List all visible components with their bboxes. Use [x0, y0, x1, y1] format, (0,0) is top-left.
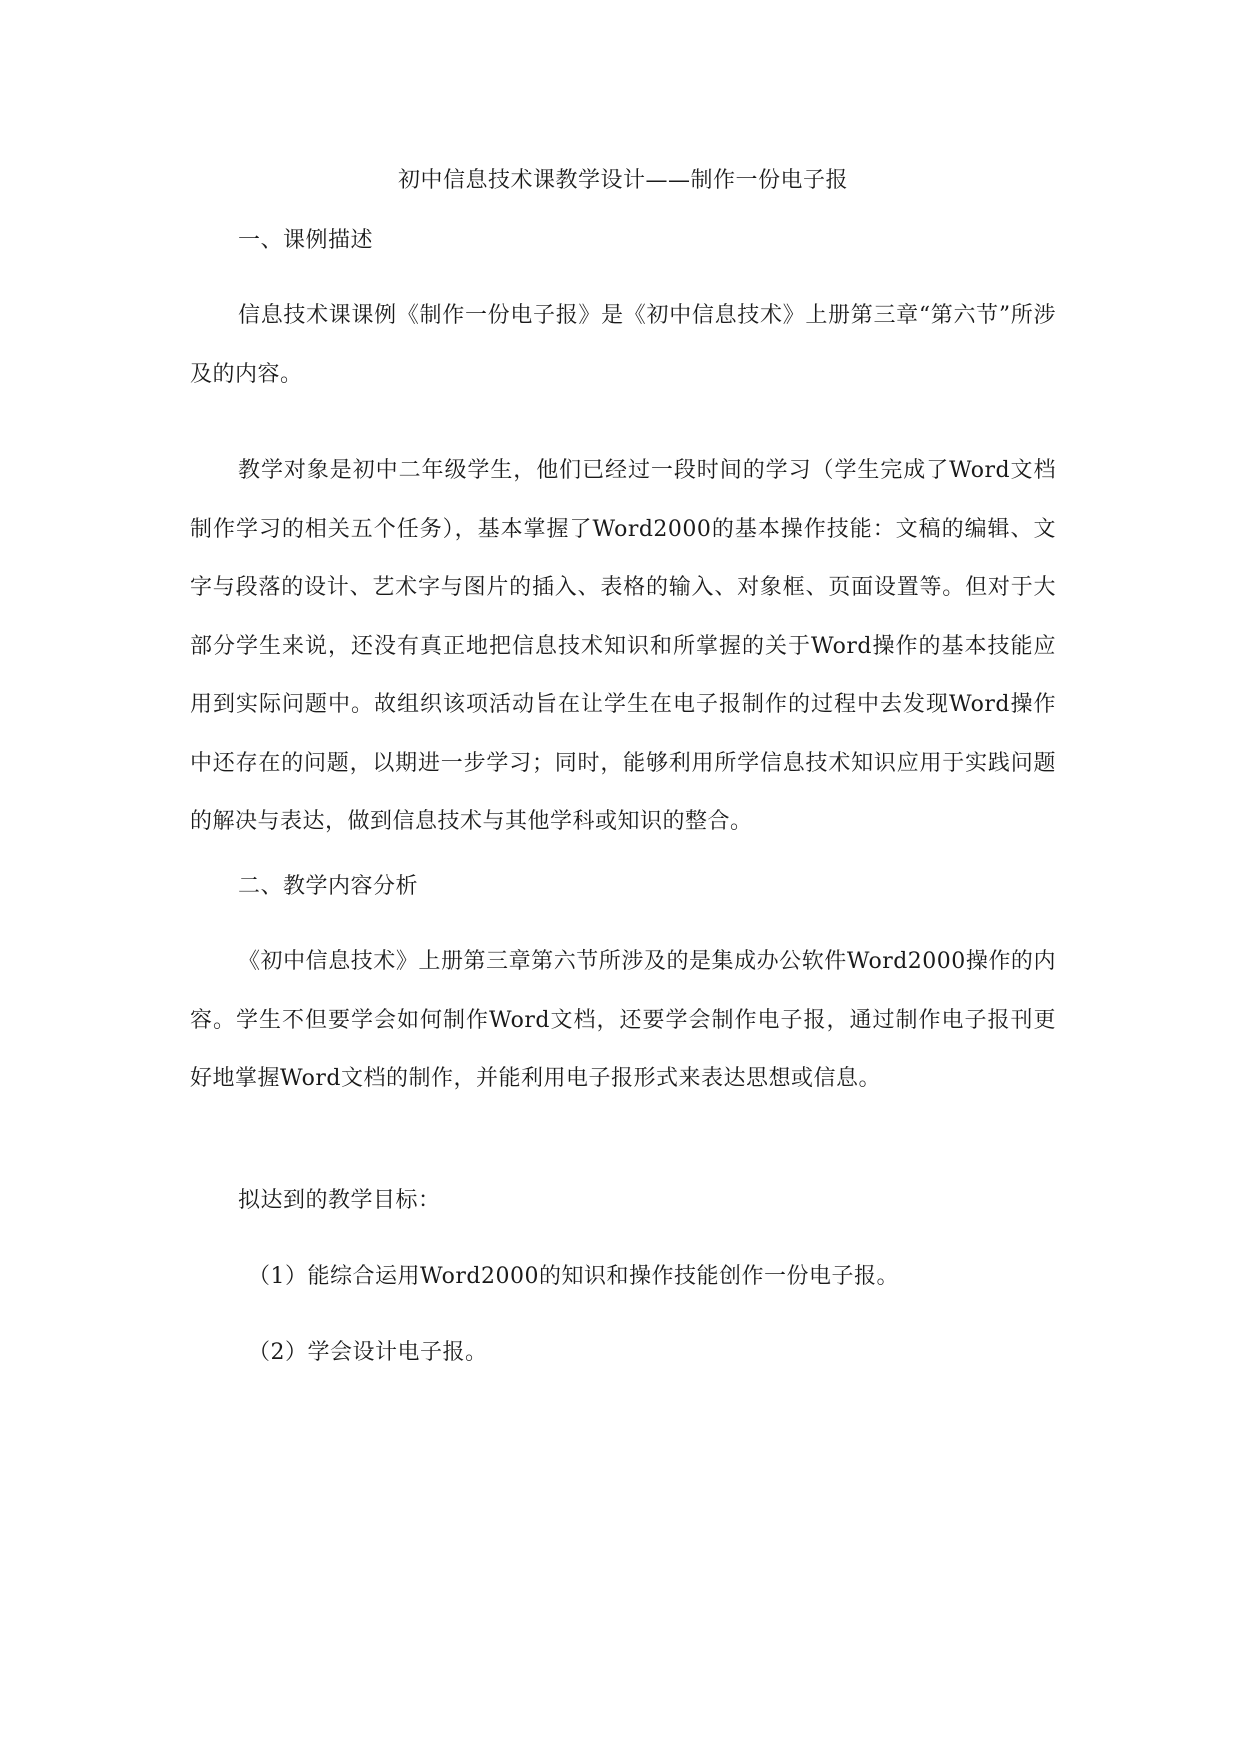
- document-title: 初中信息技术课教学设计——制作一份电子报: [397, 168, 848, 193]
- section-heading-content-analysis: 二、教学内容分析: [238, 874, 419, 899]
- goal-item-2: （2）学会设计电子报。: [248, 1340, 488, 1365]
- paragraph-teaching-object: 教学对象是初中二年级学生，他们已经过一段时间的学习（学生完成了Word文档制作学习的相关五个任务），基本掌握了Word2000的基本操作技能：文稿的编辑、文字与段落的设计、艺术字与图片的插入、表格的输入、对象框、页面设置等。但对于大部分学生来说，还没有真正地把信息技术知识和所掌握的关于Word操作的基本技能应用到实际问题中。故组织该项活动旨在让学生在电子报制作的过程中去发现Word操作中还存在的问题，以期进一步学习；同时，能够利用所学信息技术知识应用于实践问题的解决与表达，做到信息技术与其他学科或知识的整合。: [190, 458, 1056, 834]
- goals-intro: 拟达到的教学目标：: [238, 1188, 441, 1213]
- section-heading-course-description: 一、课例描述: [238, 228, 374, 253]
- goal-item-1: （1）能综合运用Word2000的知识和操作技能创作一份电子报。: [248, 1264, 899, 1289]
- paragraph-course-intro: 信息技术课课例《制作一份电子报》是《初中信息技术》上册第三章“第六节”所涉及的内容。: [190, 303, 1056, 387]
- paragraph-content-analysis: 《初中信息技术》上册第三章第六节所涉及的是集成办公软件Word2000操作的内容。学生不但要学会如何制作Word文档，还要学会制作电子报，通过制作电子报刊更好地掌握Word文档的制作，并能利用电子报形式来表达思想或信息。: [190, 949, 1056, 1091]
